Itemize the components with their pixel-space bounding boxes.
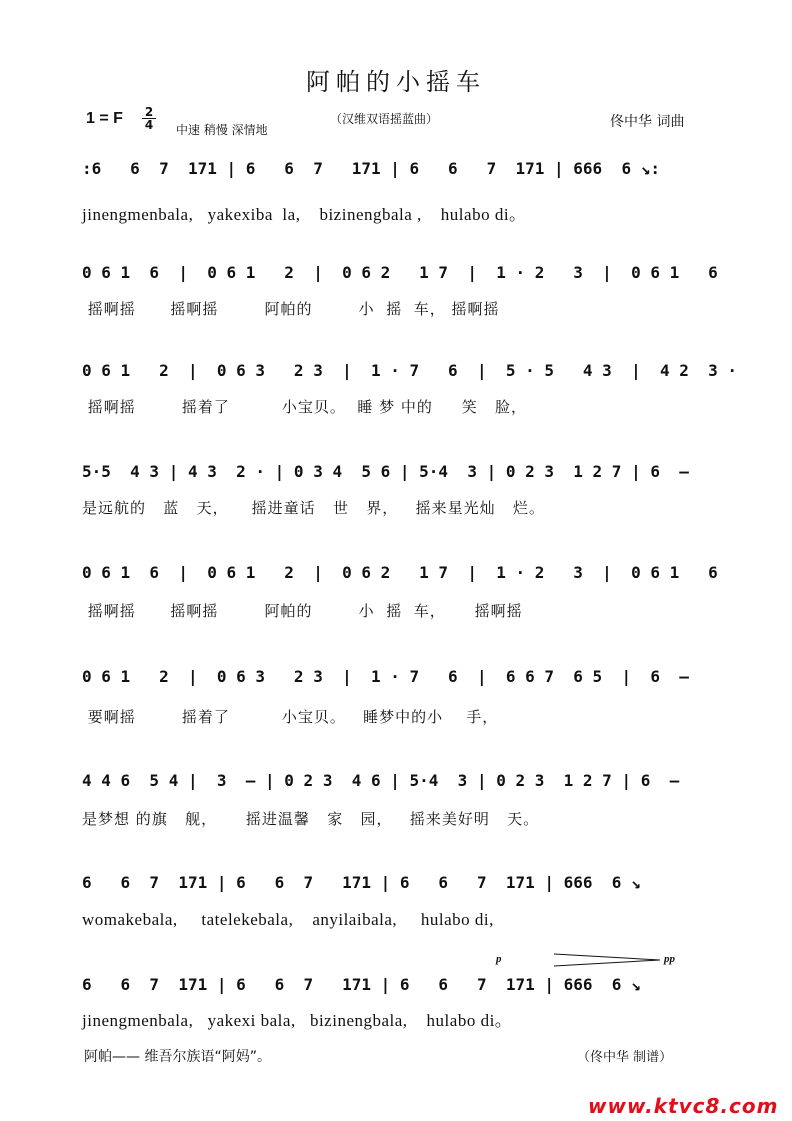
page-title: 阿帕的小摇车 (306, 68, 486, 96)
lyric-line: womakebala, tatelekebala, anyilaibala, hulabo di, (82, 910, 494, 929)
score-row-6 (82, 660, 722, 694)
notation-line: 0 6 1 6 | 0 6 1 2 | 0 6 2 1 7 | 1 · 2 3 | 0 6 1 6 (82, 263, 718, 282)
lyric-line: 是远航的 蓝 天， 摇进童话 世 界， 摇来星光灿 烂。 (82, 499, 545, 517)
notation-line: 6 6 7 171 | 6 6 7 171 | 6 6 7 171 | 666 6 ↘ (82, 873, 641, 892)
notation-line: :6 6 7 171 | 6 6 7 171 | 6 6 7 171 | 666 6 ↘: (82, 159, 660, 178)
lyric-line: jinengmenbala, yakexi bala, bizinengbala, hulabo di。 (82, 1011, 513, 1030)
footnote: 阿帕—— 维吾尔族语“阿妈”。 (84, 1049, 271, 1065)
dynamic-piano: p (496, 953, 502, 965)
dynamic-pianissimo: pp (664, 953, 675, 965)
score-row-3 (82, 354, 738, 388)
lyric-line: 摇啊摇 摇啊摇 阿帕的 小 摇 车， 摇啊摇 (82, 602, 523, 620)
lyric-line: 是梦想 的旗 舰， 摇进温馨 家 园， 摇来美好明 天。 (82, 810, 540, 828)
score-row-7 (82, 764, 722, 798)
tempo-marking: 中速 稍慢 深情地 (176, 123, 268, 137)
notation-line: 0 6 1 6 | 0 6 1 2 | 0 6 2 1 7 | 1 · 2 3 | 0 6 1 6 (82, 563, 718, 582)
score-row-5 (82, 556, 722, 590)
transcriber-credit: （佟中华 制谱） (577, 1050, 673, 1065)
score-row-1 (82, 152, 722, 186)
lyric-line: 摇啊摇 摇啊摇 阿帕的 小 摇 车， 摇啊摇 (82, 300, 500, 318)
author-credit: 佟中华 词曲 (610, 114, 685, 130)
score-row-8 (82, 866, 722, 900)
subtitle: （汉维双语摇蓝曲） (330, 112, 439, 126)
lyric-line: 摇啊摇 摇着了 小宝贝。 睡 梦 中的 笑 脸， (82, 398, 528, 416)
lyric-line: 要啊摇 摇着了 小宝贝。 睡梦中的小 手， (82, 708, 499, 726)
notation-line: 6 6 7 171 | 6 6 7 171 | 6 6 7 171 | 666 6 ↘ (82, 975, 641, 994)
notation-line: 0 6 1 2 | 0 6 3 2 3 | 1 · 7 6 | 6 6 7 6 5 | 6 – (82, 667, 689, 686)
key-signature: 1 = F (86, 110, 123, 127)
notation-line: 0 6 1 2 | 0 6 3 2 3 | 1 · 7 6 | 5 · 5 4 3 | 4 2 3 · (82, 361, 738, 380)
time-signature-top: 2 (144, 105, 154, 119)
score-row-4 (82, 455, 722, 489)
score-row-2 (82, 256, 722, 290)
decrescendo-hairpin (554, 953, 662, 967)
time-signature-bottom: 4 (144, 118, 154, 132)
site-watermark: www.ktvc8.com (588, 1094, 779, 1118)
time-signature (142, 106, 156, 131)
notation-line: 5·5 4 3 | 4 3 2 · | 0 3 4 5 6 | 5·4 3 | 0 2 3 1 2 7 | 6 – (82, 462, 689, 481)
score-row-9 (82, 968, 722, 1002)
lyric-line: jinengmenbala, yakexiba la, bizinengbala , hulabo di。 (82, 205, 527, 224)
notation-line: 4 4 6 5 4 | 3 – | 0 2 3 4 6 | 5·4 3 | 0 2 3 1 2 7 | 6 – (82, 771, 680, 790)
